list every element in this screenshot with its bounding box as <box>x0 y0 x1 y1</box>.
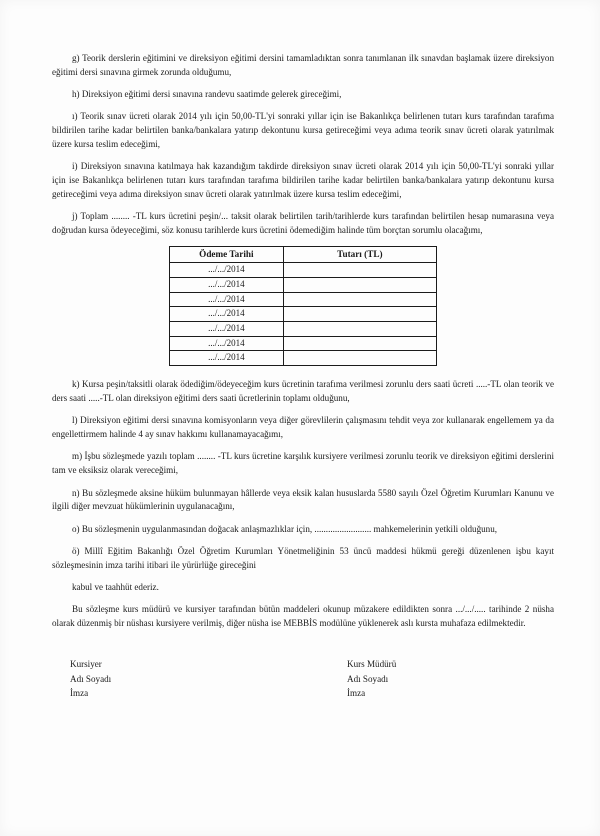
clause-j: j) Toplam ........ -TL kurs ücretini peşin/... taksit olarak belirtilen tarih/tarihlerde kurs tarafından belirtilen hesap numarasına veya doğrudan kursa ödeyeceğimi, söz konusu tarihlerde kurs ücretini ödemediğim halinde tüm borçtan sorumlu olacağımı, <box>52 211 554 236</box>
cell-payment-date: .../.../2014 <box>170 336 284 351</box>
payment-table <box>169 246 437 366</box>
table-row <box>170 263 437 278</box>
clause-h: h) Direksiyon eğitimi dersi sınavına randevu saatimde gelerek gireceğimi, <box>72 89 342 100</box>
clause-g: g) Teorik derslerin eğitimini ve direksiyon eğitimi dersini tamamladıktan sonra tanımlanan ilk sınavdan başlamak üzere direksiyon eğitimi dersi sınavına girmek zorunda olduğumu, <box>52 53 554 77</box>
signature-kursiyer <box>52 657 277 701</box>
cell-amount <box>283 263 436 278</box>
signature-imza-label: İmza <box>70 688 89 699</box>
signature-role-label: Kurs Müdürü <box>347 659 397 670</box>
cell-payment-date: .../.../2014 <box>170 322 284 337</box>
cell-amount <box>283 292 436 307</box>
table-row <box>170 292 437 307</box>
acceptance-statement: kabul ve taahhüt ederiz. <box>72 582 159 593</box>
signature-name-label: Adı Soyadı <box>70 673 112 684</box>
document-body <box>52 52 554 701</box>
signature-imza-label: İmza <box>347 688 366 699</box>
table-row <box>170 322 437 337</box>
cell-amount <box>283 322 436 337</box>
cell-payment-date: .../.../2014 <box>170 278 284 293</box>
signature-kurs-muduru <box>277 657 554 701</box>
table-row <box>170 351 437 366</box>
cell-payment-date: .../.../2014 <box>170 292 284 307</box>
signature-role-label: Kursiyer <box>70 659 102 670</box>
table-row <box>170 336 437 351</box>
signature-block <box>52 657 554 701</box>
signature-name-label: Adı Soyadı <box>347 673 389 684</box>
table-row <box>170 307 437 322</box>
table-header-row <box>170 247 437 263</box>
cell-amount <box>283 307 436 322</box>
table-row <box>170 278 437 293</box>
cell-amount <box>283 336 436 351</box>
clause-o-umlaut: ö) Millî Eğitim Bakanlığı Özel Öğretim Kurumları Yönetmeliğinin 53 üncü maddesi hükmü gereği düzenlenen işbu kayıt sözleşmesinin imza tarihi itibari ile yürürlüğe gireceğini <box>52 545 554 570</box>
clause-l: l) Direksiyon eğitimi dersi sınavına komisyonların veya diğer görevlilerin çalışmasını tehdit veya zor kullanarak engellemem ya da engellettirmem halinde 4 ay sınav hakkımı kullanamayacağımı, <box>52 415 554 440</box>
closing-statement: Bu sözleşme kurs müdürü ve kursiyer tarafından bütün maddeleri okunup müzakere edildikten sonra .../.../..... tarihinde 2 nüsha olarak düzenmiş bir nüshası kursiyere verilmiş, diğer nüsha ise MEBBİS modülüne yüklenerek aslı kursta muhafaza edilmektedir. <box>52 604 554 629</box>
cell-payment-date: .../.../2014 <box>170 307 284 322</box>
column-header-payment-date: Ödeme Tarihi <box>170 247 284 263</box>
column-header-amount: Tutarı (TL) <box>283 247 436 263</box>
clause-o: o) Bu sözleşmenin uygulanmasından doğacak anlaşmazlıklar için, ......................... mahkemelerinin yetkili olduğunu, <box>72 523 498 534</box>
cell-amount <box>283 278 436 293</box>
cell-payment-date: .../.../2014 <box>170 263 284 278</box>
payment-table-wrapper <box>52 246 554 366</box>
clause-i: i) Direksiyon sınavına katılmaya hak kazandığım takdirde direksiyon sınav ücreti olarak 2014 yılı için 50,00-TL'yi sonraki yıllar için ise Bakanlıkça belirlenen tutarı kurs tarafından tarafıma bildirilen tarihe kadar belirtilen banka/bankalara yatırıp dekontunu kursa getireceğimi veya adıma direksiyon sınav ücreti olarak yatırılmak üzere kursa teslim edeceğimi, <box>52 161 554 199</box>
clause-i-dotless: ı) Teorik sınav ücreti olarak 2014 yılı için 50,00-TL'yi sonraki yıllar için ise Bakanlıkça belirlenen tutarı kurs tarafından tarafıma bildirilen tarihe kadar belirtilen banka/bankalara yatırıp dekontunu kursa getireceğimi veya adıma teorik sınav ücreti olarak yatırılmak üzere kursa teslim edeceğimi, <box>52 111 554 150</box>
cell-payment-date: .../.../2014 <box>170 351 284 366</box>
clause-k: k) Kursa peşin/taksitli olarak ödediğim/ödeyeceğim kurs ücretinin tarafıma verilmesi zorunlu ders saati ücreti .....-TL olan teorik ve ders saati .....-TL olan direksiyon eğitimi ders saati ücretlerinin toplamı olduğunu, <box>52 379 554 403</box>
cell-amount <box>283 351 436 366</box>
clause-n: n) Bu sözleşmede aksine hüküm bulunmayan hâllerde veya eksik kalan hususlarda 5580 sayılı Özel Öğretim Kurumları Kanunu ve ilgili diğer mevzuat hükümlerinin uygulanacağını, <box>52 487 554 512</box>
clause-m: m) İşbu sözleşmede yazılı toplam ........ -TL kurs ücretine karşılık kursiyere verilmesi zorunlu teorik ve direksiyon eğitimi derslerini tam ve eksiksiz olarak vereceğimi, <box>52 451 554 476</box>
